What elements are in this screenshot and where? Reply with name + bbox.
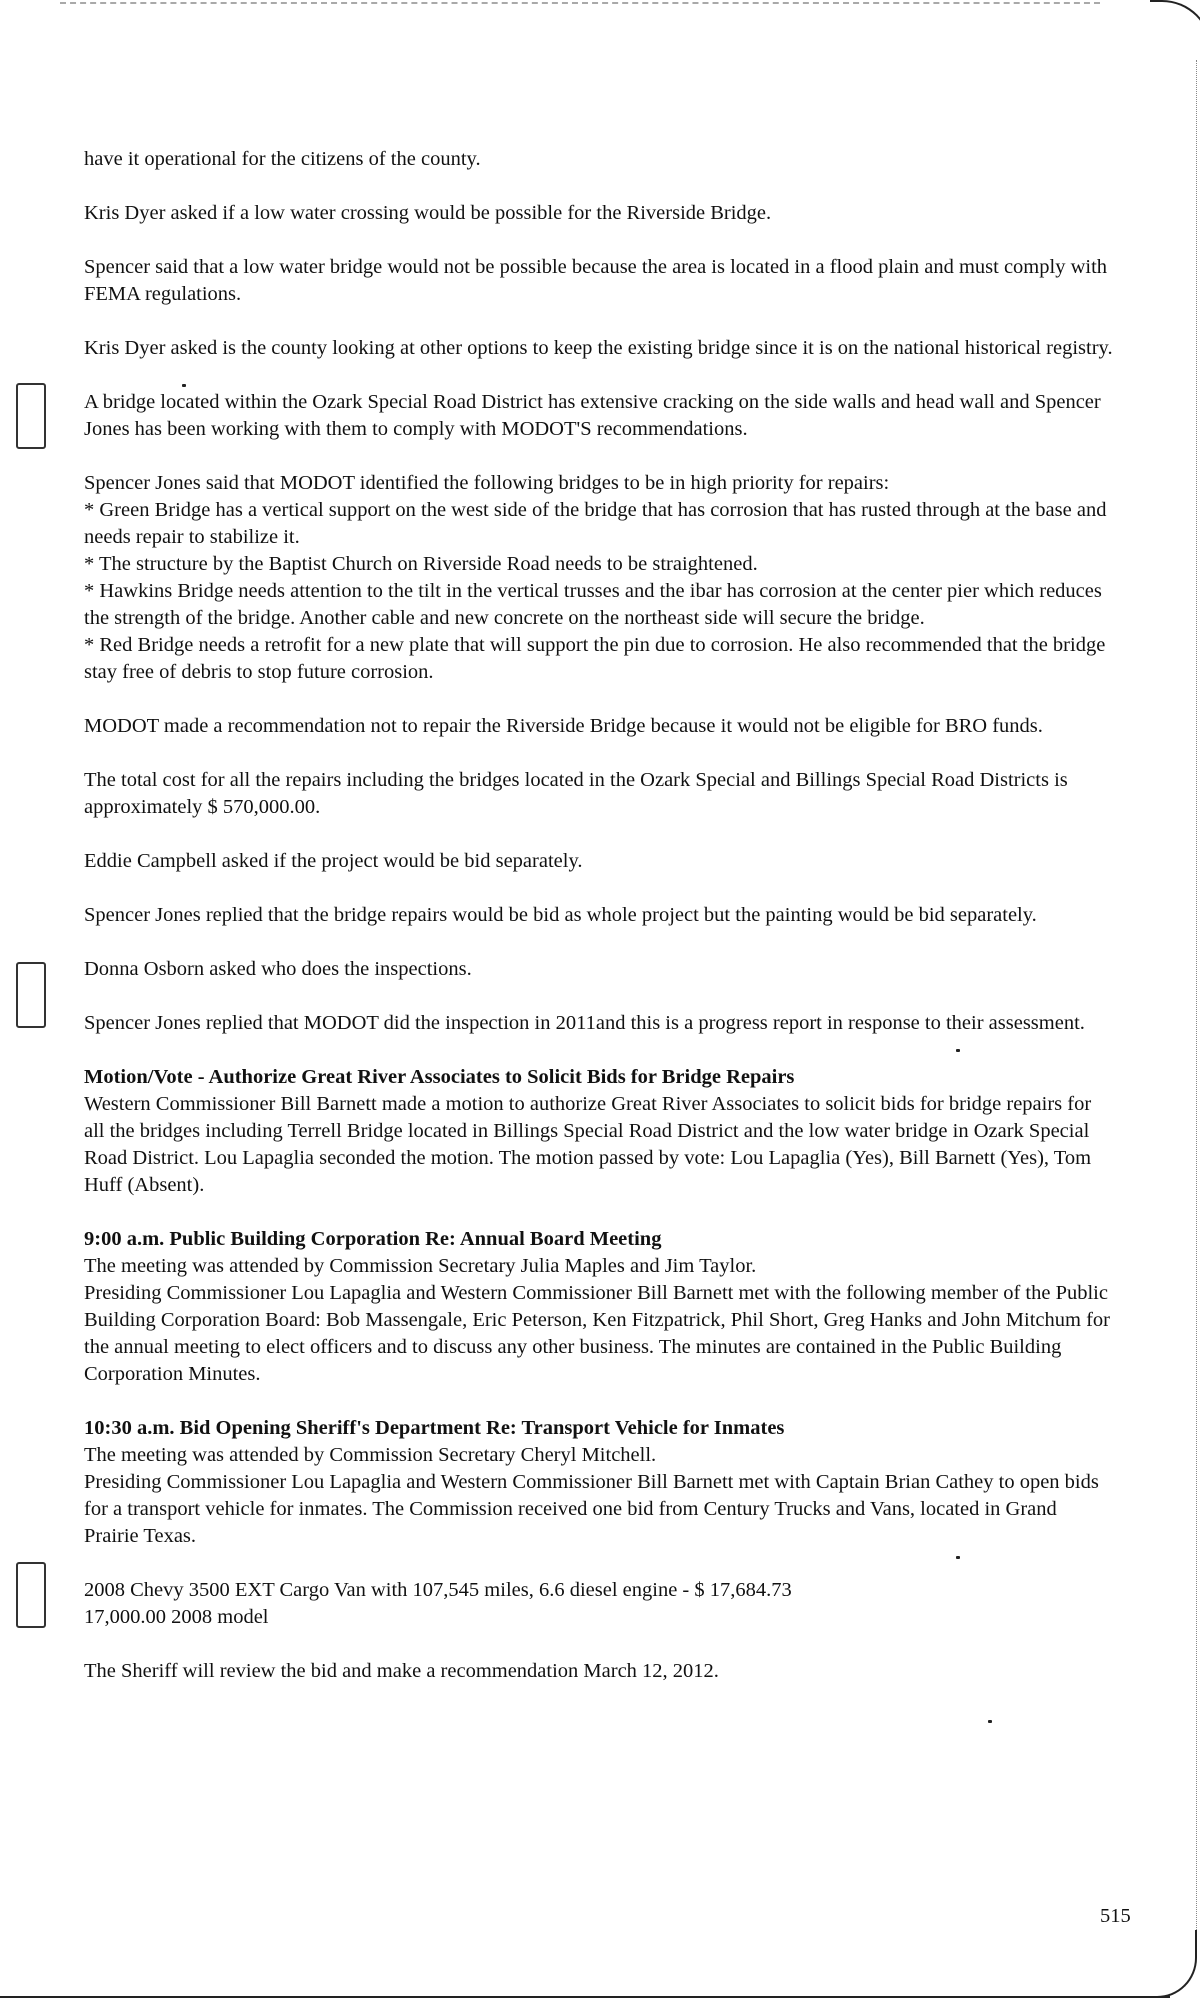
priority-intro: Spencer Jones said that MODOT identified the following bridges to be in high priority for repairs: xyxy=(84,472,890,494)
page-number: 515 xyxy=(1100,1905,1131,1927)
page-top-edge xyxy=(60,2,1100,4)
paragraph: Kris Dyer asked if a low water crossing would be possible for the Riverside Bridge. xyxy=(84,202,772,224)
paragraph: MODOT made a recommendation not to repair the Riverside Bridge because it would not be eligible for BRO funds. xyxy=(84,715,1043,737)
pbc-attendance: The meeting was attended by Commission Secretary Julia Maples and Jim Taylor. xyxy=(84,1255,757,1277)
pbc-section xyxy=(84,1226,1114,1388)
bid-item: 2008 Chevy 3500 EXT Cargo Van with 107,545 miles, 6.6 diesel engine - $ 17,684.73 xyxy=(84,1579,792,1601)
bid-item: 17,000.00 2008 model xyxy=(84,1606,269,1628)
priority-item: * The structure by the Baptist Church on Riverside Road needs to be straightened. xyxy=(84,553,758,575)
priority-item: * Green Bridge has a vertical support on the west side of the bridge that has corrosion that has rusted through at the base and needs repair to stabilize it. xyxy=(84,499,1107,548)
paragraph: The total cost for all the repairs including the bridges located in the Ozark Special and Billings Special Road Districts is approximately $ 570,000.00. xyxy=(84,769,1068,818)
pbc-heading: 9:00 a.m. Public Building Corporation Re: Annual Board Meeting xyxy=(84,1228,662,1250)
paragraph: Spencer said that a low water bridge would not be possible because the area is located in a flood plain and must comply with FEMA regulations. xyxy=(84,256,1108,305)
page-right-edge xyxy=(1196,60,1197,1940)
bid-opening-section xyxy=(84,1415,1114,1550)
bid-attendance: The meeting was attended by Commission Secretary Cheryl Mitchell. xyxy=(84,1444,657,1466)
paragraph: have it operational for the citizens of the county. xyxy=(84,148,481,170)
bid-closing: The Sheriff will review the bid and make a recommendation March 12, 2012. xyxy=(84,1660,719,1682)
paragraph: Spencer Jones replied that MODOT did the inspection in 2011and this is a progress report in response to their assessment. xyxy=(84,1012,1085,1034)
bid-body: Presiding Commissioner Lou Lapaglia and Western Commissioner Bill Barnett met with Captain Brian Cathey to open bids for a transport vehicle for inmates. The Commission received one bid from Century Trucks and Vans, located in Grand Prairie Texas. xyxy=(84,1471,1099,1547)
binder-hole-mark xyxy=(16,383,46,449)
minutes-body xyxy=(84,146,1114,1712)
page-corner-bottom-right xyxy=(1150,1930,1197,1998)
binder-hole-mark xyxy=(16,1562,46,1628)
binder-hole-mark xyxy=(16,962,46,1028)
priority-repairs-section xyxy=(84,470,1114,686)
priority-item: * Hawkins Bridge needs attention to the tilt in the vertical trusses and the ibar has corrosion at the center pier which reduces the strength of the bridge. Another cable and new concrete on the northeast side will secure the bridge. xyxy=(84,580,1102,629)
paragraph: Eddie Campbell asked if the project would be bid separately. xyxy=(84,850,583,872)
paragraph: Spencer Jones replied that the bridge repairs would be bid as whole project but the painting would be bid separately. xyxy=(84,904,1037,926)
bid-items xyxy=(84,1577,1114,1631)
pbc-body: Presiding Commissioner Lou Lapaglia and Western Commissioner Bill Barnett met with the following member of the Public Building Corporation Board: Bob Massengale, Eric Peterson, Ken Fitzpatrick, Phil Short, Greg Hanks and John Mitchum for the annual meeting to elect officers and to discuss any other business. The minutes are contained in the Public Building Corporation Minutes. xyxy=(84,1282,1110,1385)
paragraph: A bridge located within the Ozark Special Road District has extensive cracking on the side walls and head wall and Spencer Jones has been working with them to comply with MODOT'S recommendations. xyxy=(84,391,1101,440)
page-bottom-edge xyxy=(0,1996,1170,1998)
motion-body: Western Commissioner Bill Barnett made a motion to authorize Great River Associates to solicit bids for bridge repairs for all the bridges including Terrell Bridge located in Billings Special Road District and the low water bridge in Ozark Special Road District. Lou Lapaglia seconded the motion. The motion passed by vote: Lou Lapaglia (Yes), Bill Barnett (Yes), Tom Huff (Absent). xyxy=(84,1093,1092,1196)
paragraph: Donna Osborn asked who does the inspections. xyxy=(84,958,472,980)
page-corner-top-right xyxy=(1150,0,1200,62)
bid-heading: 10:30 a.m. Bid Opening Sheriff's Department Re: Transport Vehicle for Inmates xyxy=(84,1417,785,1439)
scan-speck xyxy=(988,1720,992,1723)
motion-section xyxy=(84,1064,1114,1199)
motion-heading: Motion/Vote - Authorize Great River Associates to Solicit Bids for Bridge Repairs xyxy=(84,1066,795,1088)
paragraph: Kris Dyer asked is the county looking at other options to keep the existing bridge since it is on the national historical registry. xyxy=(84,337,1113,359)
priority-item: * Red Bridge needs a retrofit for a new plate that will support the pin due to corrosion. He also recommended that the bridge stay free of debris to stop future corrosion. xyxy=(84,634,1106,683)
